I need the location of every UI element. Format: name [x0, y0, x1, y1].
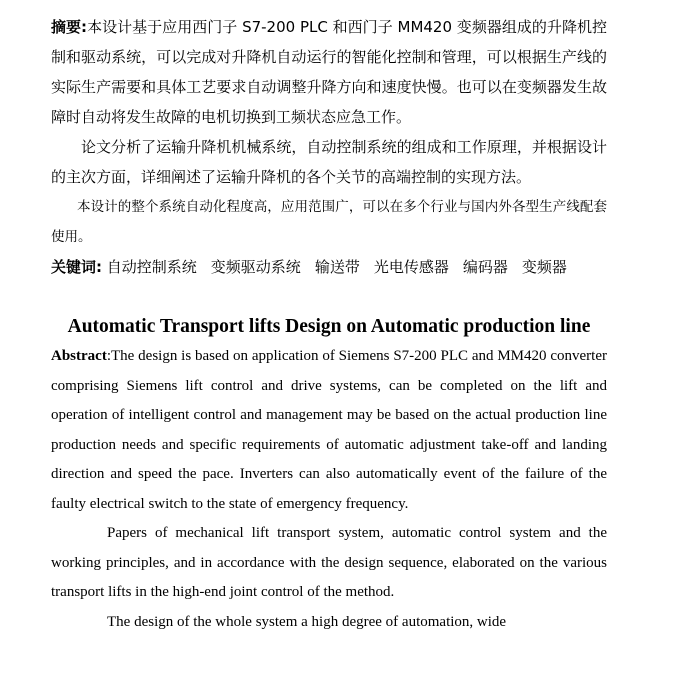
english-paragraph-2: Papers of mechanical lift transport system, automatic control system and the working principles, and in accordance with the design sequence, elaborated on the various transport lifts in the high-end joint control of the method. [51, 525, 607, 600]
keyword-item: 变频器 [521, 258, 567, 276]
chinese-keywords [51, 252, 607, 282]
keyword-item: 编码器 [462, 258, 508, 276]
keyword-item: 光电传感器 [373, 258, 449, 276]
chinese-abstract [51, 12, 607, 132]
chinese-paragraph-2: 论文分析了运输升降机机械系统，自动控制系统的组成和工作原理，并根据设计的主次方面，详细阐述了运输升降机的各个关节的高端控制的实现方法。 [51, 138, 607, 186]
english-abstract-label: Abstract [51, 348, 107, 364]
english-abstract-text: :The design is based on application of Siemens S7-200 PLC and MM420 converter comprising Siemens lift control and drive systems, can be completed on the lift and operation of intelligent control and management may be based on the actual production line production needs and specific requirements of automatic adjustment take-off and landing direction and speed the pace. Inverters can also automatically event of the failure of the faulty electrical switch to the state of emergency frequency. [51, 348, 607, 512]
english-title: Automatic Transport lifts Design on Automatic production line [67, 316, 591, 337]
english-abstract [51, 342, 607, 519]
keyword-item: 输送带 [314, 258, 360, 276]
english-paragraph-3: The design of the whole system a high degree of automation, wide [107, 613, 507, 630]
keywords-label: 关键词: [51, 258, 102, 276]
keyword-item: 变频驱动系统 [210, 258, 301, 276]
chinese-paragraph-3: 本设计的整个系统自动化程度高，应用范围广，可以在多个行业与国内外各型生产线配套使用。 [51, 199, 607, 245]
chinese-abstract-text: 本设计基于应用西门子 S7-200 PLC 和西门子 MM420 变频器组成的升降机控制和驱动系统，可以完成对升降机自动运行的智能化控制和管理，可以根据生产线的实际生产需要和具体工艺要求自动调整升降方向和速度快慢。也可以在变频器发生故障时自动将发生故障的电机切换到工频状态应急工作。 [51, 18, 608, 126]
document-page [51, 12, 607, 637]
keyword-item: 自动控制系统 [106, 258, 197, 276]
chinese-abstract-label: 摘要: [51, 18, 88, 36]
